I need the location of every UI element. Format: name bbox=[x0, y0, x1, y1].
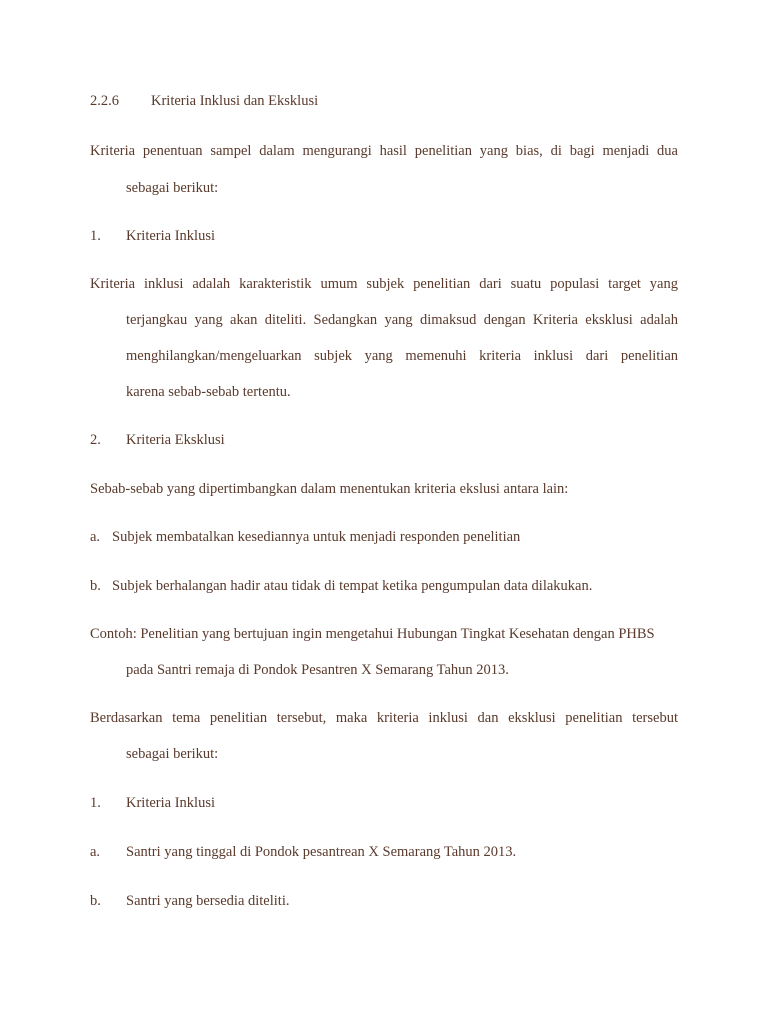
list-marker: a. bbox=[90, 844, 101, 860]
list-marker: a. bbox=[90, 529, 101, 545]
list-number: 1. bbox=[90, 228, 101, 244]
list-marker: b. bbox=[90, 578, 101, 594]
section-heading bbox=[90, 93, 119, 110]
list-number: 2. bbox=[90, 432, 101, 448]
conclusion-line-2: sebagai berikut: bbox=[126, 746, 219, 762]
example-line-2: pada Santri remaja di Pondok Pesantren X Semarang Tahun 2013. bbox=[126, 662, 509, 678]
list-number: 1. bbox=[90, 795, 101, 811]
list-item: Subjek berhalangan hadir atau tidak di tempat ketika pengumpulan data dilakukan. bbox=[112, 578, 593, 594]
paragraph-line: karena sebab-sebab tertentu. bbox=[126, 384, 291, 400]
paragraph-line: terjangkau yang akan diteliti. Sedangkan yang dimaksud dengan Kriteria eksklusi adalah bbox=[126, 312, 678, 328]
list-item: Santri yang tinggal di Pondok pesantrean X Semarang Tahun 2013. bbox=[126, 844, 517, 860]
exclusion-intro: Sebab-sebab yang dipertimbangkan dalam menentukan kriteria ekslusi antara lain: bbox=[90, 481, 569, 497]
intro-line-2: sebagai berikut: bbox=[126, 180, 219, 196]
subheading-inklusi-2: Kriteria Inklusi bbox=[126, 795, 215, 811]
section-number: 2.2.6 bbox=[90, 93, 119, 109]
list-item: Santri yang bersedia diteliti. bbox=[126, 893, 290, 909]
intro-line-1: Kriteria penentuan sampel dalam mengurangi hasil penelitian yang bias, di bagi menjadi dua bbox=[90, 143, 678, 159]
list-item: Subjek membatalkan kesediannya untuk menjadi responden penelitian bbox=[112, 529, 521, 545]
paragraph-line: Kriteria inklusi adalah karakteristik umum subjek penelitian dari suatu populasi target yang bbox=[90, 276, 678, 292]
section-title: Kriteria Inklusi dan Eksklusi bbox=[151, 93, 319, 109]
subheading-eksklusi: Kriteria Eksklusi bbox=[126, 432, 225, 448]
subheading-inklusi: Kriteria Inklusi bbox=[126, 228, 215, 244]
example-line-1: Contoh: Penelitian yang bertujuan ingin mengetahui Hubungan Tingkat Kesehatan dengan PHBS bbox=[90, 626, 655, 642]
list-marker: b. bbox=[90, 893, 101, 909]
paragraph-line: menghilangkan/mengeluarkan subjek yang memenuhi kriteria inklusi dari penelitian bbox=[126, 348, 678, 364]
conclusion-line-1: Berdasarkan tema penelitian tersebut, maka kriteria inklusi dan eksklusi penelitian tersebut bbox=[90, 710, 678, 726]
